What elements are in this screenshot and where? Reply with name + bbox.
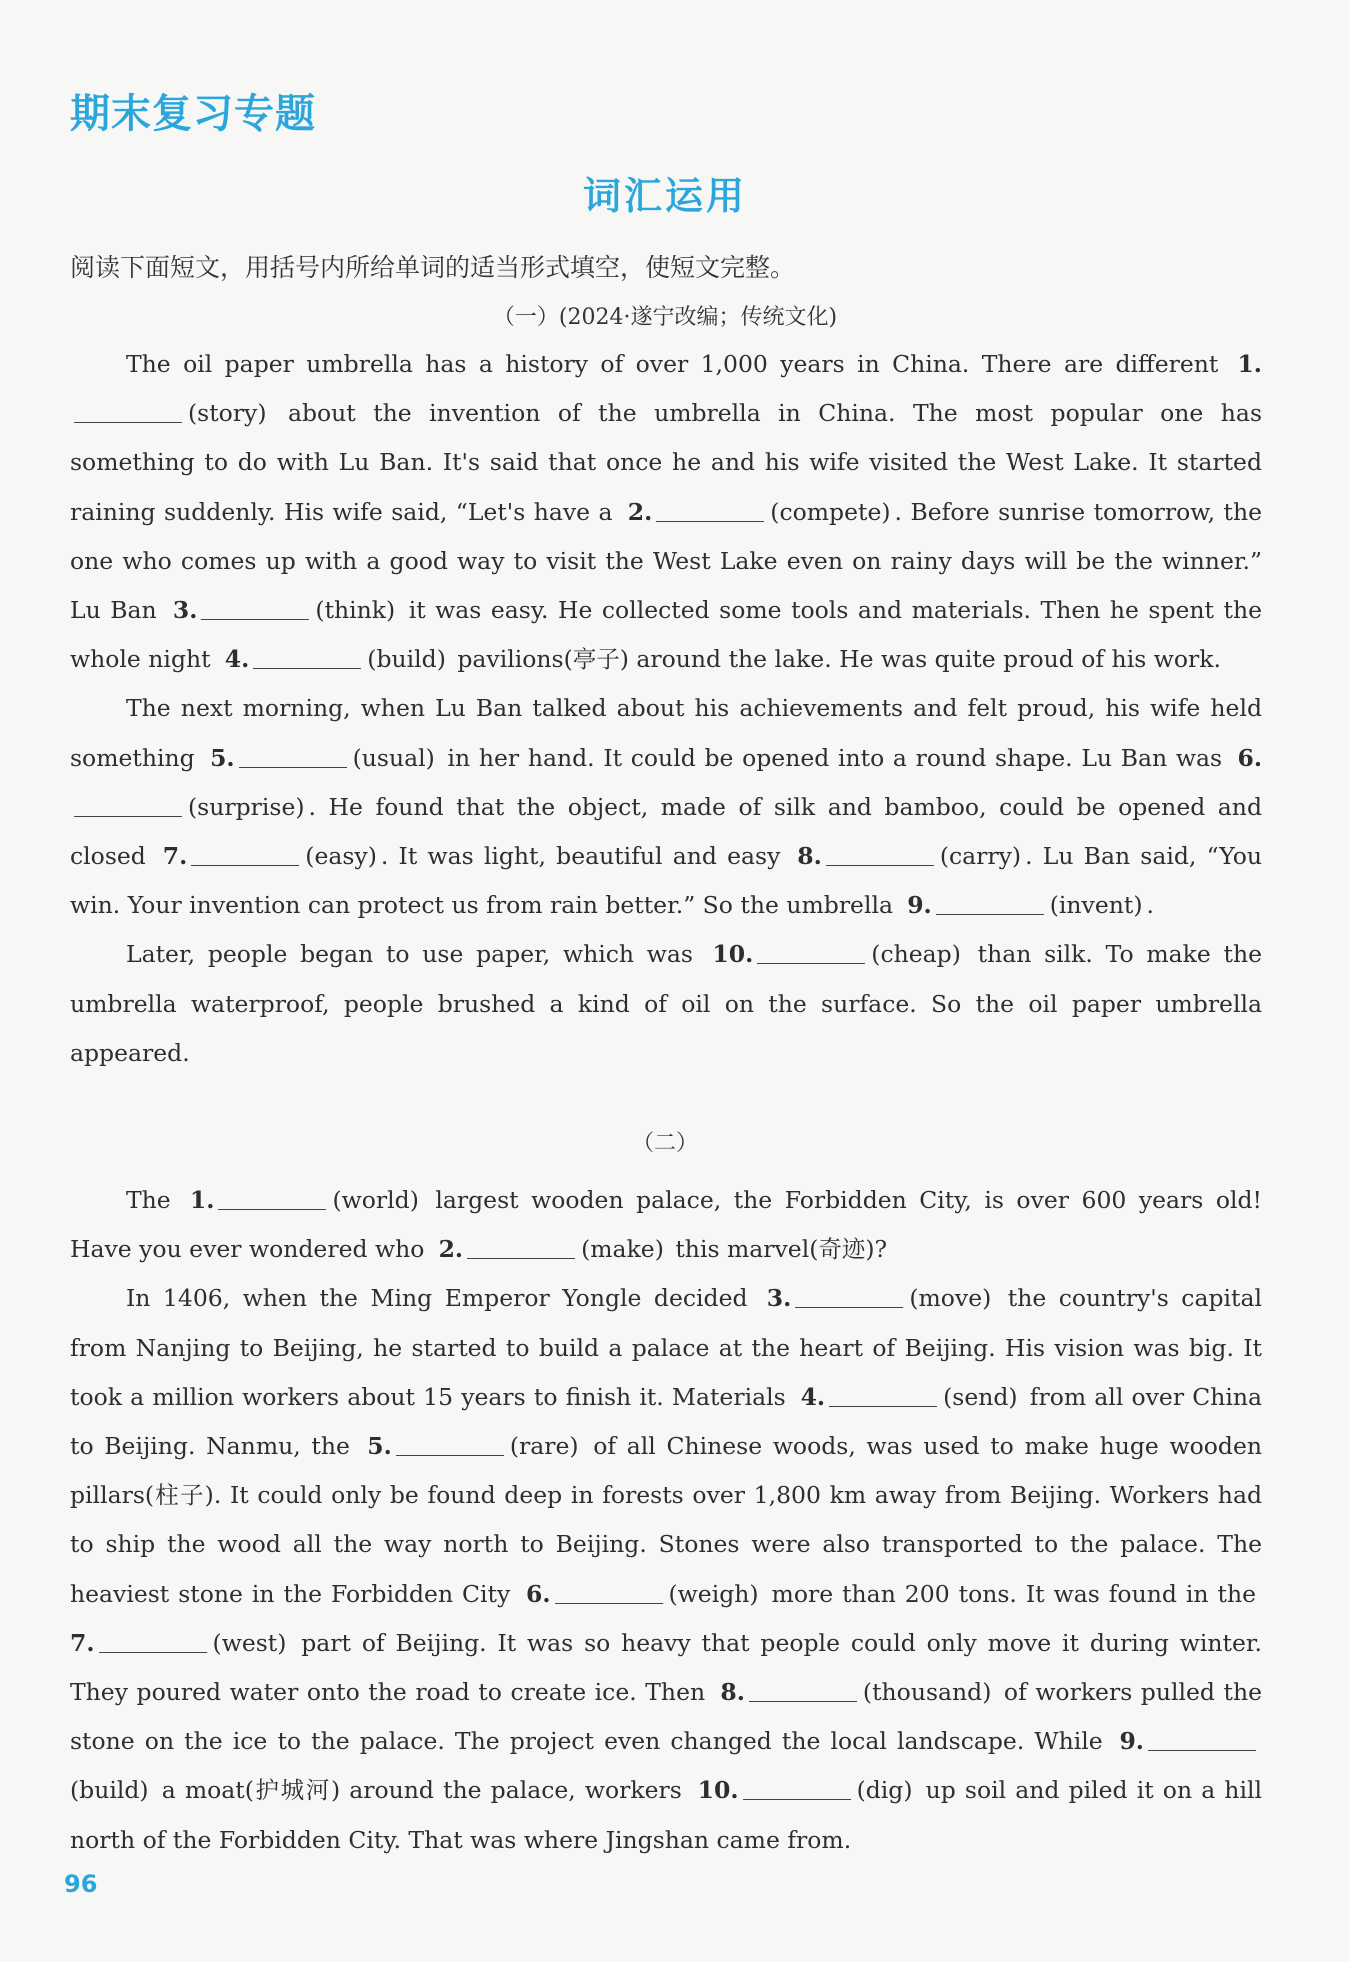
fill-in-blank[interactable] <box>795 1306 903 1308</box>
passage-text: . It was light, beautiful and easy <box>380 842 781 871</box>
blank-number: 7. <box>70 1628 95 1657</box>
blank-number: 1. <box>176 1186 215 1214</box>
passage-2 <box>70 1176 1262 1865</box>
section-title: 词汇运用 <box>582 174 747 218</box>
fill-in-blank[interactable] <box>191 864 299 866</box>
passage-1-heading: （一）(2024·遂宁改编；传统文化) <box>492 305 838 330</box>
word-hint: (build) <box>367 645 446 674</box>
word-hint: (story) <box>188 399 267 428</box>
fill-in-blank[interactable] <box>743 1798 851 1800</box>
passage-2-heading: （二） <box>631 1131 698 1156</box>
fill-in-blank[interactable] <box>829 1405 937 1407</box>
word-hint: (west) <box>212 1628 287 1657</box>
passage-text: The oil paper umbrella has a history of over 1,000 years in China. There are different <box>126 350 1219 378</box>
fill-in-blank[interactable] <box>555 1602 663 1604</box>
blank-number: 6. <box>516 1579 551 1608</box>
passage-text: largest wooden palace, the Forbidden City, is over 600 years old! Have you ever wondered who <box>70 1186 1262 1264</box>
paragraph <box>70 1176 1262 1274</box>
word-hint: (compete) <box>770 497 891 526</box>
blank-number: 4. <box>216 645 250 674</box>
passage-text: in her hand. It could be opened into a round shape. Lu Ban was <box>438 743 1223 772</box>
word-hint: (think) <box>315 596 396 625</box>
passage-text: of all Chinese woods, was used to make huge wooden pillars(柱子). It could only be found deep in forests over 1,800 km away from Beijing. Workers had to ship the wood all the way north to Beijing. Stones were also transported to the palace. The heaviest stone in the Forbidden City <box>70 1432 1262 1608</box>
passage-text: part of Beijing. It was so heavy that people could only move it during winter. They poured water onto the road to create ice. Then <box>70 1628 1262 1707</box>
fill-in-blank[interactable] <box>218 1208 326 1210</box>
fill-in-blank[interactable] <box>467 1257 575 1259</box>
fill-in-blank[interactable] <box>239 766 347 768</box>
passage-text: . Before sunrise tomorrow, the one who comes up with a good way to visit the West Lake even on rainy days will be the winner.” Lu Ban <box>70 497 1263 625</box>
blank-number: 10. <box>687 1776 739 1805</box>
fill-in-blank[interactable] <box>656 520 764 522</box>
word-hint: (thousand) <box>862 1678 992 1707</box>
blank-number: 2. <box>430 1235 464 1264</box>
blank-number: 3. <box>162 596 198 625</box>
paragraph <box>70 340 1262 684</box>
word-hint: (dig) <box>856 1776 913 1805</box>
fill-in-blank[interactable] <box>201 618 309 620</box>
word-hint: (cheap) <box>871 940 961 969</box>
blank-number: 5. <box>355 1432 392 1461</box>
blank-number: 3. <box>753 1284 792 1313</box>
fill-in-blank[interactable] <box>936 913 1044 915</box>
word-hint: (rare) <box>509 1432 579 1461</box>
passage-text: . He found that the object, made of silk and bamboo, could be opened and closed <box>70 792 1262 871</box>
blank-number: 1. <box>1224 350 1262 378</box>
page-header-title: 期末复习专题 <box>70 91 316 137</box>
word-hint: (surprise) <box>188 792 305 821</box>
passage-text: pavilions(亭子) around the lake. He was quite proud of his work. <box>449 645 1221 674</box>
blank-number: 8. <box>711 1678 745 1707</box>
passage-text: The next morning, when Lu Ban talked about his achievements and felt proud, his wife held something <box>70 694 1262 772</box>
passage-text: . <box>1146 891 1154 920</box>
paragraph <box>70 930 1262 1078</box>
blank-number: 2. <box>618 497 653 526</box>
blank-number: 5. <box>200 743 235 772</box>
paragraph <box>70 1274 1262 1864</box>
passage-text: The <box>126 1186 171 1214</box>
word-hint: (carry) <box>939 842 1022 871</box>
passage-text: Later, people began to use paper, which was <box>126 940 693 969</box>
passage-text: of workers pulled the stone on the ice to the palace. The project even changed the local landscape. While <box>70 1678 1263 1756</box>
blank-number: 6. <box>1228 743 1263 772</box>
passage-text: from all over China to Beijing. Nanmu, the <box>70 1382 1263 1461</box>
fill-in-blank[interactable] <box>253 667 361 669</box>
passage-text: up soil and piled it on a hill north of the Forbidden City. That was where Jingshan came from. <box>70 1776 1262 1854</box>
blank-number: 10. <box>698 940 754 969</box>
blank-number: 4. <box>791 1382 826 1411</box>
passage-text: . Lu Ban said, “You win. Your invention can protect us from rain better.” So the umbrella <box>70 842 1262 920</box>
instruction-text: 阅读下面短文，用括号内所给单词的适当形式填空，使短文完整。 <box>70 253 796 282</box>
fill-in-blank[interactable] <box>757 962 865 964</box>
blank-number: 9. <box>1108 1727 1144 1756</box>
passage-text: it was easy. He collected some tools and materials. Then he spent the whole night <box>70 596 1262 674</box>
blank-number: 9. <box>899 891 932 920</box>
passage-text: this marvel(奇迹)? <box>667 1235 888 1264</box>
word-hint: (send) <box>943 1382 1018 1411</box>
paragraph <box>70 684 1262 930</box>
fill-in-blank[interactable] <box>749 1700 857 1702</box>
blank-number: 7. <box>151 842 188 871</box>
fill-in-blank[interactable] <box>396 1454 504 1456</box>
word-hint: (build) <box>70 1776 149 1805</box>
fill-in-blank[interactable] <box>99 1651 207 1653</box>
word-hint: (weigh) <box>668 1579 759 1608</box>
fill-in-blank[interactable] <box>74 815 182 817</box>
passage-text: about the invention of the umbrella in China. The most popular one has something to do with Lu Ban. It's said that once he and his wife visited the West Lake. It started raining suddenly. His wife said, “Let's have a <box>70 399 1262 526</box>
passage-text: In 1406, when the Ming Emperor Yongle decided <box>126 1284 748 1313</box>
word-hint: (make) <box>581 1235 664 1264</box>
passage-1 <box>70 340 1262 1078</box>
word-hint: (easy) <box>305 842 377 871</box>
blank-number: 8. <box>786 842 822 871</box>
passage-text: than silk. To make the umbrella waterproof, people brushed a kind of oil on the surface. So the oil paper umbrella appeared. <box>70 940 1262 1067</box>
page-number: 96 <box>64 1870 98 1898</box>
word-hint: (world) <box>332 1186 419 1214</box>
passage-text: the country's capital from Nanjing to Beijing, he started to build a palace at the heart of Beijing. His vision was big. It took a million workers about 15 years to finish it. Materials <box>70 1284 1262 1411</box>
word-hint: (invent) <box>1049 891 1143 920</box>
fill-in-blank[interactable] <box>74 421 182 423</box>
fill-in-blank[interactable] <box>826 864 934 866</box>
fill-in-blank[interactable] <box>1148 1749 1256 1751</box>
passage-text: more than 200 tons. It was found in the <box>762 1579 1256 1608</box>
word-hint: (move) <box>909 1284 992 1313</box>
passage-text: a moat(护城河) around the palace, workers <box>152 1776 682 1805</box>
word-hint: (usual) <box>352 743 435 772</box>
